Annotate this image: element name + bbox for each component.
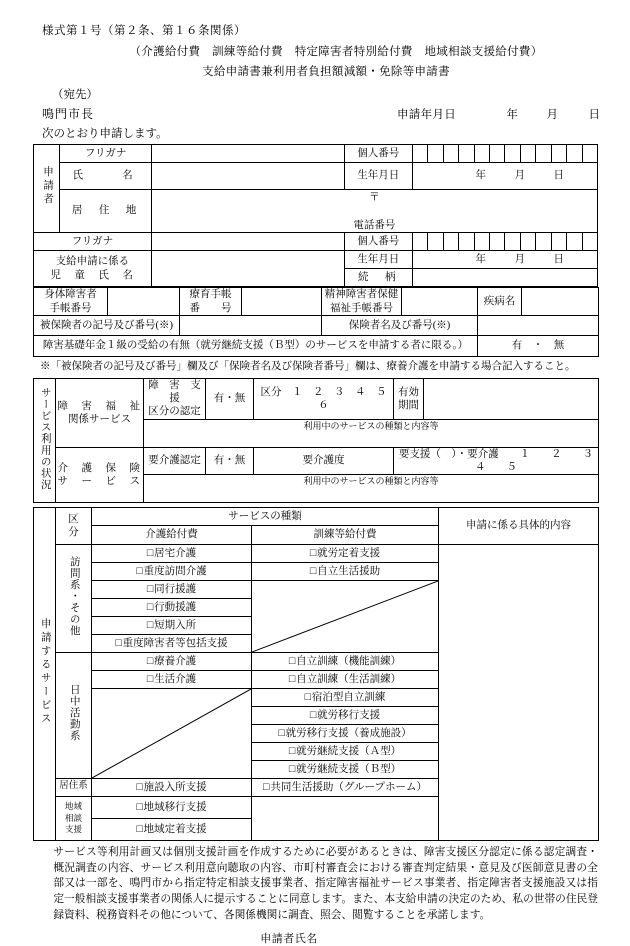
care-insurance-row (34, 447, 599, 474)
mental-certificate-input[interactable] (402, 288, 478, 316)
services-table (33, 507, 599, 841)
child-mynumber-label: 個人番号 (344, 233, 412, 251)
mental-certificate-label: 精神障害者保健 福祉手帳番号 (322, 288, 402, 316)
mynumber-digit[interactable] (551, 145, 566, 163)
service-checkbox-seikatsu-kaigo[interactable]: □ 生活介護 (92, 670, 252, 688)
child-name-input[interactable] (151, 251, 344, 287)
applicant-birthdate-label: 生年月日 (344, 163, 412, 190)
service-checkbox-shuro-keizoku-b[interactable]: □ 就労継続支援（Ｂ型） (252, 760, 439, 778)
service-checkbox-chiiki-iko[interactable]: □ 地域移行支援 (92, 796, 252, 818)
diagonal-slash-cell-lower (92, 688, 252, 778)
welfare-service-label: 障 害 福 祉 関係サービス (56, 379, 144, 447)
ryoiku-certificate-label: 療育手帳 番 号 (180, 288, 242, 316)
mynumber-digit[interactable] (520, 233, 535, 251)
ryoiku-certificate-input[interactable] (242, 288, 322, 316)
disease-name-input[interactable] (522, 288, 599, 316)
physical-certificate-input[interactable] (108, 288, 180, 316)
pension-row (34, 336, 599, 357)
service-row (34, 544, 599, 562)
service-checkbox-shuro-teichaku[interactable]: □ 就労定着支援 (252, 544, 439, 562)
service-checkbox-shukuhakugata-jiritsu-kunren[interactable]: □ 宿泊型自立訓練 (252, 688, 439, 706)
child-birthdate-input[interactable]: 年 月 日 (412, 251, 597, 269)
welfare-detail-input[interactable]: 利用中のサービスの種類と内容等 (144, 419, 599, 447)
child-name-label: 支給申請に係る 児 童 氏 名 (34, 251, 152, 287)
mynumber-digit[interactable] (520, 145, 535, 163)
document-header (0, 0, 630, 141)
application-date-block (397, 106, 600, 122)
services-section (0, 507, 630, 841)
applicant-address-label: 居 住 地 (60, 190, 151, 233)
care-certification-label: 要介護認定 (144, 447, 206, 474)
certificate-numbers-row (34, 288, 599, 316)
physical-certificate-label: 身体障害者 手帳番号 (34, 288, 108, 316)
mynumber-digit[interactable] (536, 233, 551, 251)
service-checkbox-judo-shogaisha-hokatsu[interactable]: □ 重度障害者等包括支援 (92, 634, 252, 652)
applicant-name-label: 氏 名 (60, 163, 151, 190)
child-furigana-row (34, 233, 598, 251)
application-date-label: 申請年月日 (397, 109, 456, 121)
intro-text: 次のとおり申請します。 (42, 128, 168, 140)
service-checkbox-shisetsu-nyusho[interactable]: □ 施設入所支援 (92, 778, 252, 796)
group-label-daytime: 日中活動系 (56, 652, 92, 778)
service-checkbox-jiritsu-kunren-seikatsu[interactable]: □ 自立訓練（生活訓練） (252, 670, 439, 688)
child-relation-input[interactable] (412, 269, 597, 287)
usage-status-section (0, 378, 630, 503)
mynumber-digit[interactable] (536, 145, 551, 163)
service-checkbox-jiritsu-kunren-kino[interactable]: □ 自立訓練（機能訓練） (252, 652, 439, 670)
mynumber-digit[interactable] (428, 233, 443, 251)
mynumber-digit[interactable] (551, 233, 566, 251)
date-month-unit[interactable]: 月 (546, 109, 558, 121)
applicant-address-row (34, 190, 598, 211)
service-checkbox-kyotaku-kaigo[interactable]: □ 居宅介護 (92, 544, 252, 562)
care-detail-input[interactable]: 利用中のサービスの種類と内容等 (144, 474, 599, 502)
mynumber-digit[interactable] (582, 145, 597, 163)
consent-paragraph-wrapper (0, 841, 630, 924)
services-header-row-1 (34, 507, 599, 525)
service-checkbox-kyodo-seikatsu-enjo[interactable]: □ 共同生活援助（グループホーム） (252, 778, 439, 796)
applicant-furigana-input[interactable] (151, 145, 344, 163)
insured-symbol-label: 被保険者の記号及び番号(※) (34, 316, 180, 336)
care-certification-yesno[interactable]: 有・無 (206, 447, 254, 474)
insurer-name-label: 保険者名及び番号(※) (322, 316, 478, 336)
care-level-label: 要介護度 (254, 447, 394, 474)
usage-status-table (33, 378, 615, 503)
applicant-section (0, 144, 630, 287)
service-checkbox-shuro-iko-yosei[interactable]: □ 就労移行支援（養成施設） (252, 724, 439, 742)
mynumber-digit[interactable] (490, 145, 505, 163)
child-relation-label: 続 柄 (344, 269, 412, 287)
group-label-community: 地域 相談 支援 (56, 796, 92, 840)
applicant-furigana-row (34, 145, 598, 163)
child-birthdate-label: 生年月日 (344, 251, 412, 269)
service-checkbox-kodo-engo[interactable]: □ 行動援護 (92, 598, 252, 616)
pension-yes-no-choice[interactable]: 有 ・ 無 (478, 336, 599, 357)
service-checkbox-shuro-keizoku-a[interactable]: □ 就労継続支援（Ａ型） (252, 742, 439, 760)
usage-status-vertical-label: サービス利用の状況 (34, 379, 56, 503)
disability-category-label: 障 害 支 援 区分の認定 (144, 379, 206, 419)
service-checkbox-chiiki-teichaku[interactable]: □ 地域定着支援 (92, 818, 252, 840)
mynumber-digit[interactable] (459, 145, 474, 163)
service-checkbox-ryoyo-kaigo[interactable]: □ 療養介護 (92, 652, 252, 670)
form-title: 支給申請書兼利用者負担額減額・免除等申請書 (202, 66, 450, 78)
disability-category-yesno[interactable]: 有・無 (206, 379, 254, 419)
group-label-visiting: 訪問系・その他 (56, 544, 92, 652)
applicant-birthdate-input[interactable]: 年 月 日 (412, 163, 597, 190)
mynumber-digit[interactable] (428, 145, 443, 163)
applicant-table (33, 144, 598, 287)
division-header: 区 分 (56, 507, 92, 544)
disease-name-label: 疾病名 (478, 288, 522, 316)
applicant-name-row (34, 163, 598, 190)
certificates-table (33, 287, 599, 357)
service-checkbox-judo-homon-kaigo[interactable]: □ 重度訪問介護 (92, 562, 252, 580)
mynumber-digit[interactable] (567, 145, 582, 163)
mynumber-digit[interactable] (490, 233, 505, 251)
applicant-tel-label[interactable]: 電話番号 (151, 210, 597, 233)
insurance-footnote: ※「被保険者の記号及び番号」欄及び「保険者名及び保険者番号」欄は、療養介護を申請する場合記入すること。 (40, 361, 576, 372)
mynumber-digit[interactable] (443, 233, 458, 251)
mynumber-digit[interactable] (443, 145, 458, 163)
valid-period-label: 有効 期間 (394, 379, 424, 419)
mynumber-digit[interactable] (505, 145, 520, 163)
mynumber-digit[interactable] (412, 233, 427, 251)
insurance-row (34, 316, 599, 336)
service-checkbox-jiritsu-seikatsu-enjo[interactable]: □ 自立生活援助 (252, 562, 439, 580)
pension-question-label: 障害基礎年金１級の受給の有無（就労継続支援（Ｂ型）のサービスを申請する者に限る。） (34, 336, 478, 357)
insurer-name-input[interactable] (478, 316, 599, 336)
certificates-section (0, 287, 630, 357)
applicant-vertical-label: 申請者 (34, 145, 60, 233)
applicant-signature-label[interactable]: 申請者氏名 (260, 932, 318, 945)
welfare-category-row (34, 379, 599, 419)
child-furigana-label: フリガナ (34, 233, 152, 251)
mynumber-digit[interactable] (567, 233, 582, 251)
diagonal-slash-cell-upper (252, 580, 439, 652)
form-number: 様式第１号（第２条、第１６条関係） (42, 25, 246, 37)
form-subtitle-benefits: （介護給付費 訓練等給付費 特定障害者特別給付費 地域相談支援給付費） (129, 46, 543, 58)
service-checkbox-shuro-iko-shien[interactable]: □ 就労移行支援 (252, 706, 439, 724)
applicant-furigana-label: フリガナ (60, 145, 151, 163)
service-checkbox-tanki-nyusho[interactable]: □ 短期入所 (92, 616, 252, 634)
group-label-residential: 居住系 (56, 778, 92, 796)
detail-header: 申請に係る具体的内容 (439, 507, 599, 544)
care-insurance-label: 介 護 保 険 サ ー ビ ス (56, 447, 144, 502)
training-benefit-header: 訓練等給付費 (252, 525, 439, 544)
community-training-empty (252, 796, 439, 840)
detail-input-area[interactable] (439, 544, 599, 840)
insured-symbol-input[interactable] (180, 316, 322, 336)
mynumber-digit[interactable] (505, 233, 520, 251)
mynumber-digit[interactable] (474, 145, 489, 163)
applicant-mynumber-label: 個人番号 (344, 145, 412, 163)
consent-paragraph: サービス等利用計画又は個別支援計画を作成するために必要があるときは、障害支援区分認定に係る認定調査・概況調査の内容、サービス利用意向聴取の内容、市町村審査会における審査判定結果・意見及び医師意見書の全部又は一部を、鳴門市から指定特定相談支援事業者、指定障害福祉サービス事業者、指定障害者支援施設又は指定一般相談支援事業者の関係人に提示することに同意します。また、本支給申請の決定のため、私の世帯の住民登録資料、税務資料その他について、各関係機関に調査、照会、閲覧することを承諾します。 (53, 845, 598, 922)
valid-period-input[interactable] (424, 379, 599, 419)
applicant-name-input[interactable] (151, 163, 344, 190)
addressee-mayor: 鳴門市長 (42, 107, 95, 121)
date-day-unit[interactable]: 日 (588, 109, 600, 121)
services-vertical-label: 申請するサービス (34, 507, 56, 840)
disability-category-divisions[interactable]: 区分 １ ２ ３ ４ ５ ６ (254, 379, 394, 419)
child-furigana-input[interactable] (151, 233, 344, 251)
mynumber-digit[interactable] (412, 145, 427, 163)
mynumber-digit[interactable] (582, 233, 597, 251)
mynumber-digit[interactable] (474, 233, 489, 251)
date-year-unit[interactable]: 年 (506, 109, 518, 121)
care-benefit-header: 介護給付費 (92, 525, 252, 544)
care-levels-choice[interactable]: 要支援（ ）・要介護 １ ２ ３ ４ ５ (394, 447, 599, 474)
service-checkbox-doko-engo[interactable]: □ 同行援護 (92, 580, 252, 598)
applicant-postal-mark[interactable]: 〒 (151, 190, 597, 211)
addressee-label: （宛先） (52, 89, 98, 101)
child-name-row (34, 251, 598, 269)
service-type-header: サービスの種類 (92, 507, 439, 525)
mynumber-digit[interactable] (459, 233, 474, 251)
